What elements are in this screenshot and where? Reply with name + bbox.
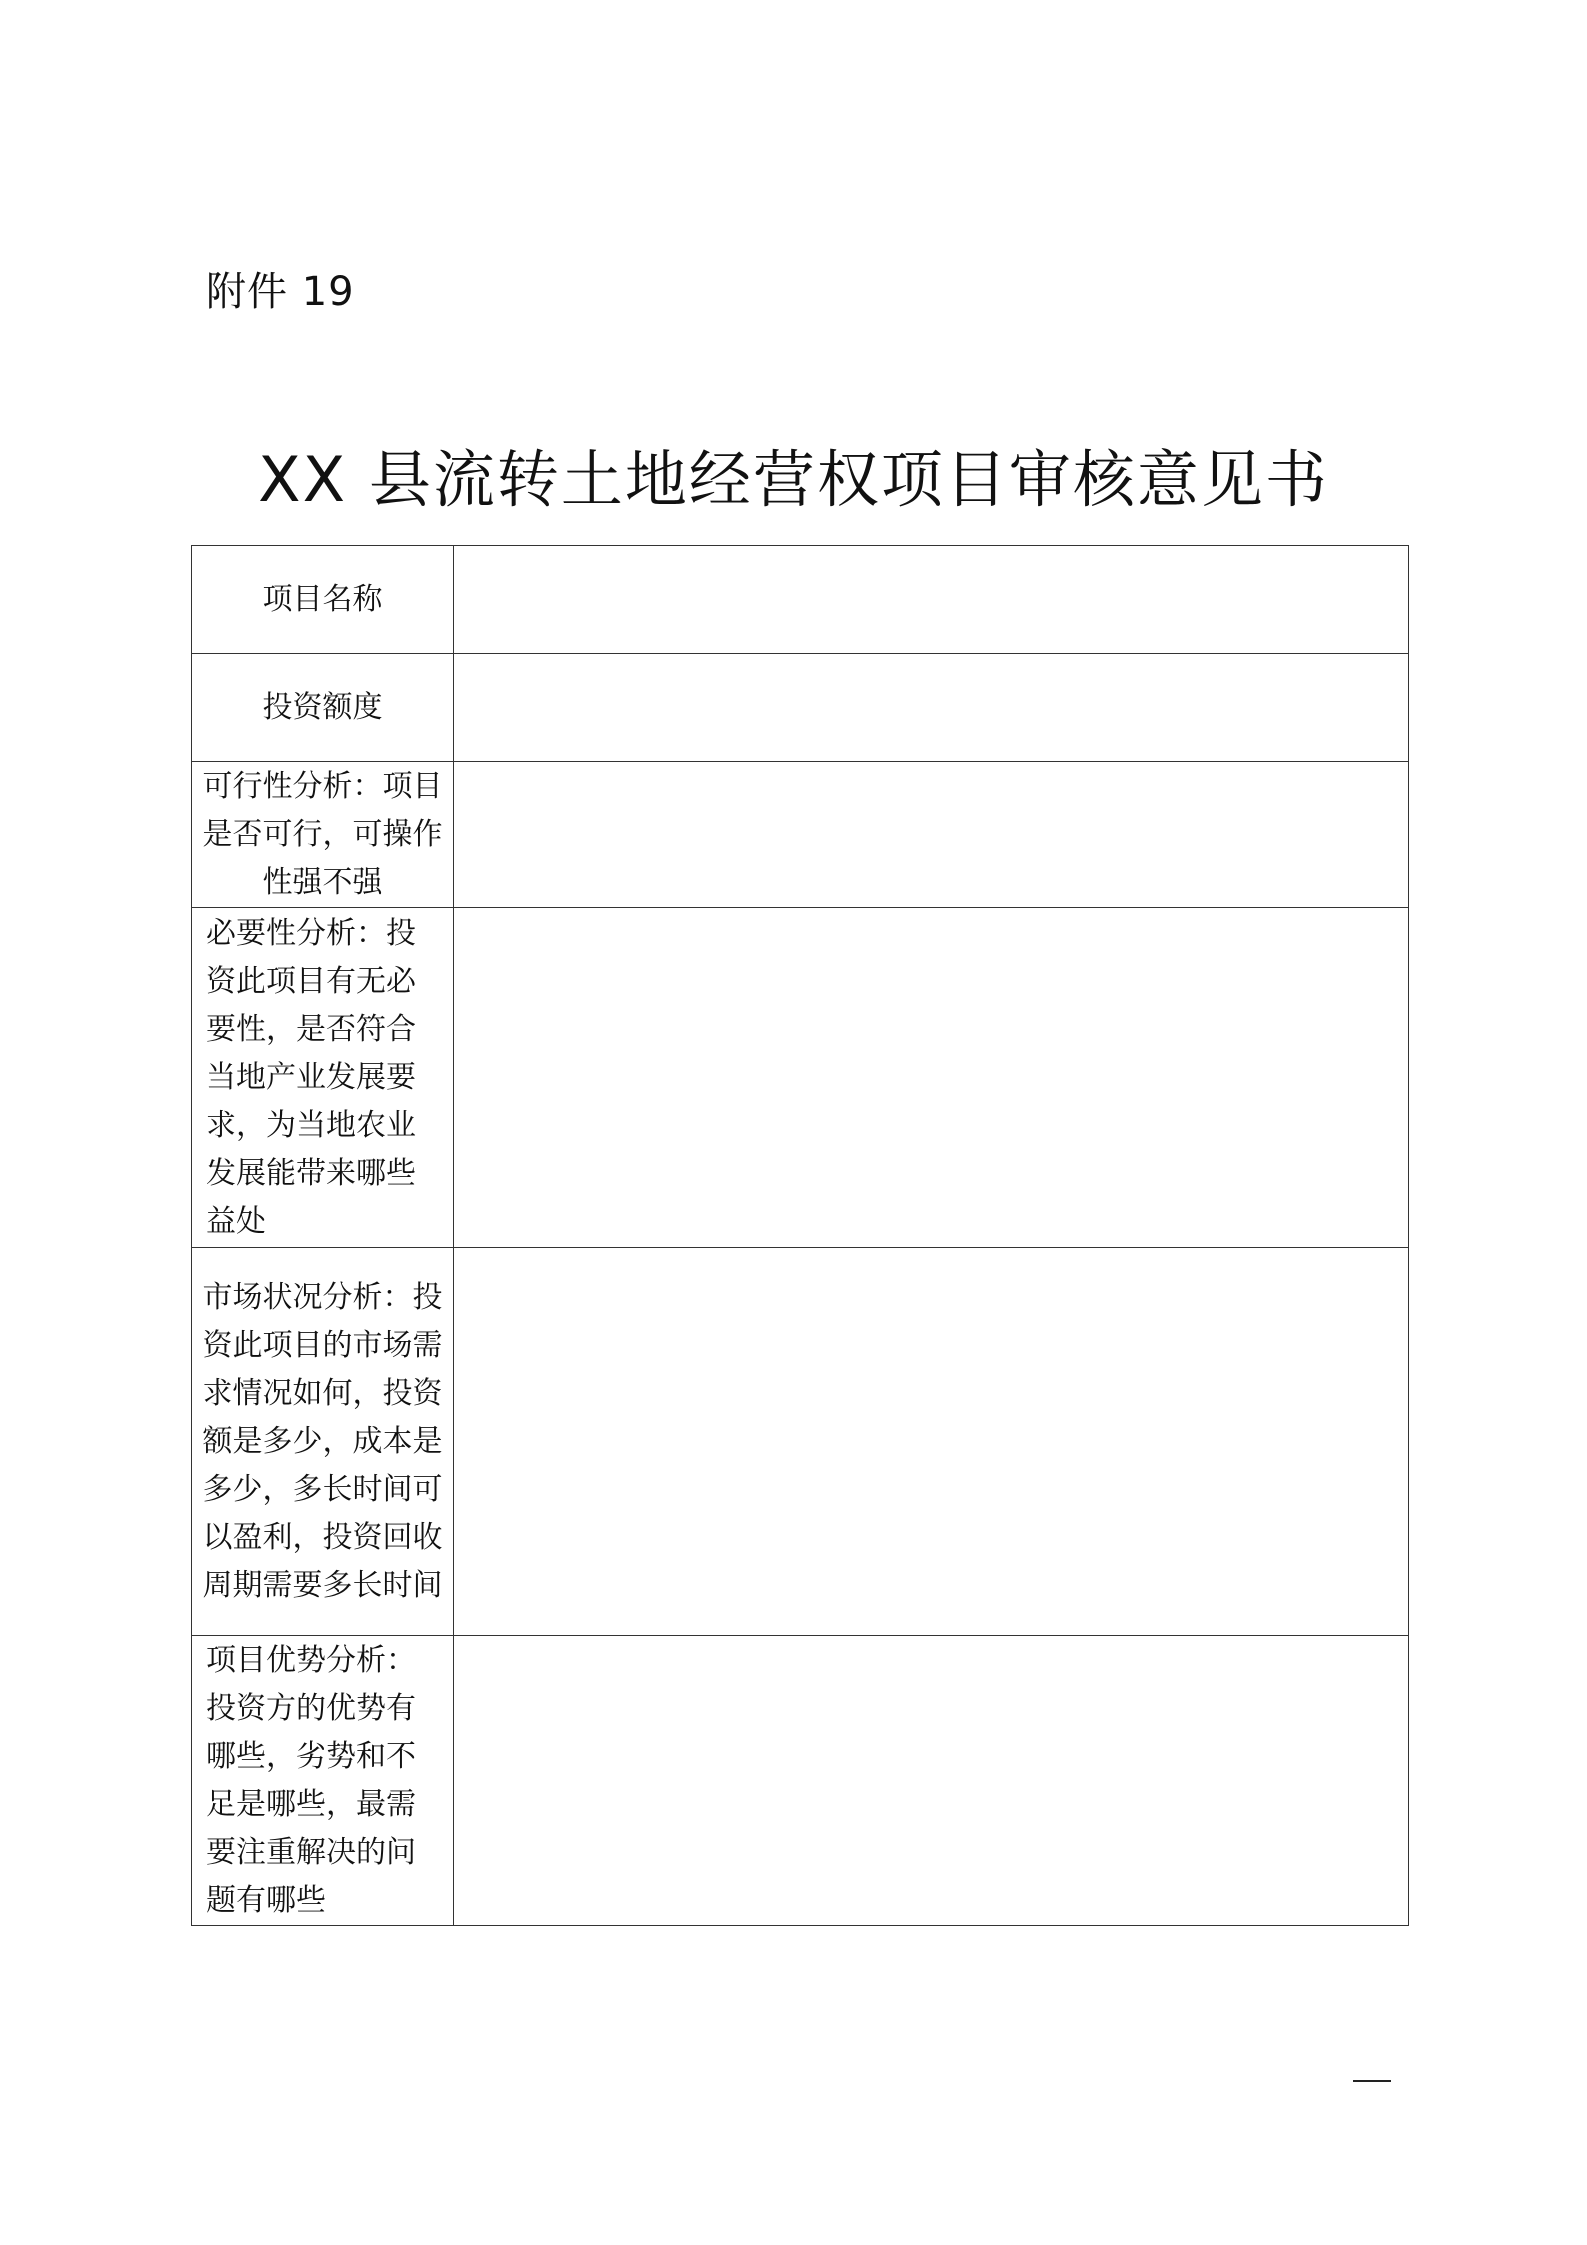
field-label-necessity-analysis: 必要性分析：投资此项目有无必要性，是否符合当地产业发展要求，为当地农业发展能带来哪些益处	[192, 908, 454, 1248]
field-label-investment-amount: 投资额度	[192, 654, 454, 762]
field-value-feasibility-analysis[interactable]	[454, 762, 1409, 908]
field-value-investment-amount[interactable]	[454, 654, 1409, 762]
field-value-market-analysis[interactable]	[454, 1248, 1409, 1636]
table-row	[192, 1248, 1409, 1636]
table-row	[192, 1636, 1409, 1926]
table-row	[192, 654, 1409, 762]
field-label-market-analysis: 市场状况分析：投资此项目的市场需求情况如何，投资额是多少，成本是多少，多长时间可以盈利，投资回收周期需要多长时间	[192, 1248, 454, 1636]
review-form-table	[191, 545, 1409, 1926]
document-title: XX 县流转土地经营权项目审核意见书	[258, 443, 1329, 516]
field-value-project-name[interactable]	[454, 546, 1409, 654]
table-row	[192, 762, 1409, 908]
attachment-label: 附件 19	[206, 269, 355, 315]
field-label-advantage-analysis: 项目优势分析：投资方的优势有哪些，劣势和不足是哪些，最需要注重解决的问题有哪些	[192, 1636, 454, 1926]
table-row	[192, 546, 1409, 654]
field-label-feasibility-analysis: 可行性分析：项目是否可行，可操作性强不强	[192, 762, 454, 908]
field-value-advantage-analysis[interactable]	[454, 1636, 1409, 1926]
page-mark	[1353, 2080, 1391, 2082]
table-row	[192, 908, 1409, 1248]
field-value-necessity-analysis[interactable]	[454, 908, 1409, 1248]
field-label-project-name: 项目名称	[192, 546, 454, 654]
